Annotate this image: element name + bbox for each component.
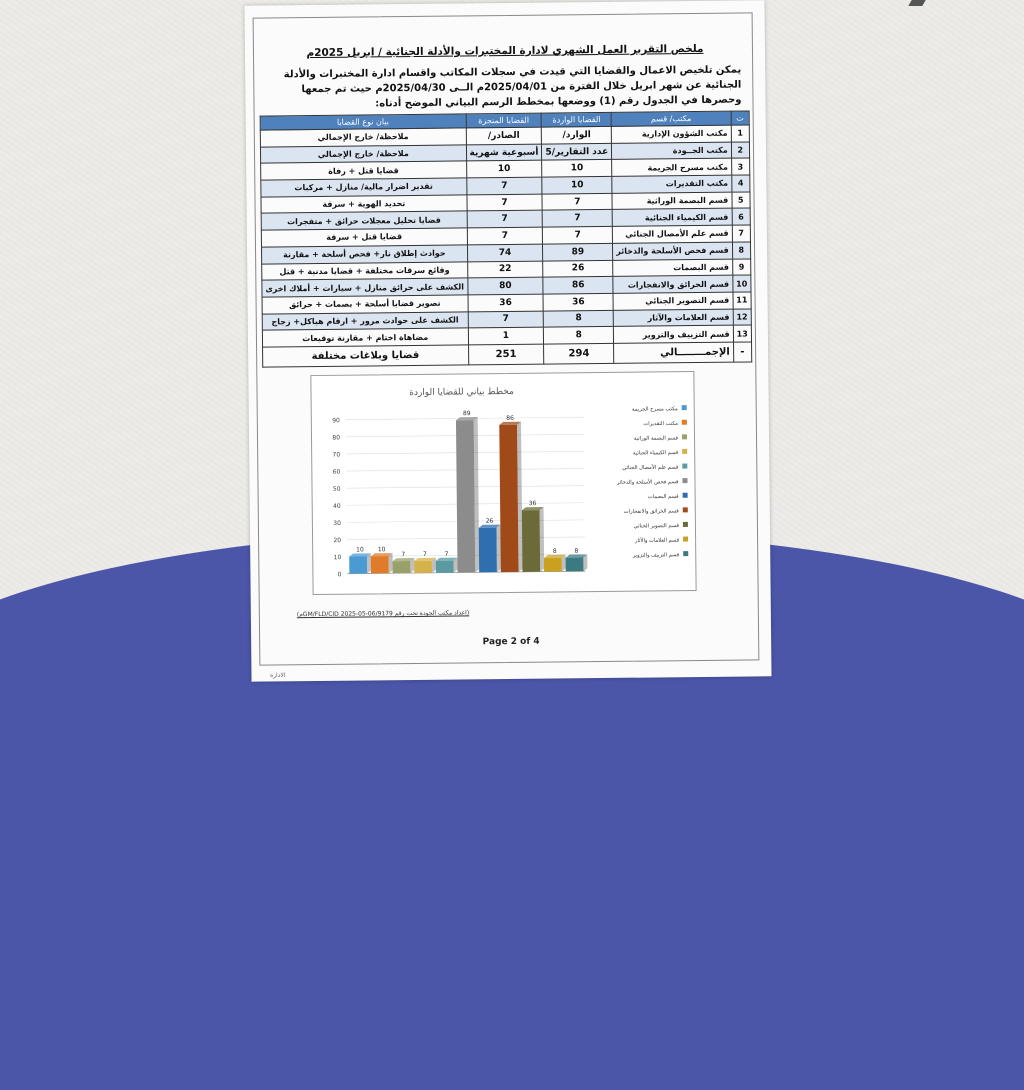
bar-value-label: 10 xyxy=(377,546,386,554)
legend-swatch xyxy=(683,493,688,498)
bar xyxy=(544,558,562,572)
row-completed: 10 xyxy=(466,161,542,178)
legend-label: قسم العلامات والآثار xyxy=(634,537,680,545)
bar-side xyxy=(389,553,393,573)
bar-value-label: 8 xyxy=(574,547,579,555)
row-index: 3 xyxy=(731,158,749,175)
row-description: تقدير اضرار مالية/ منازل + مركبات xyxy=(261,178,467,197)
legend-swatch xyxy=(682,434,687,439)
row-completed: أسبوعية شهرية xyxy=(466,144,542,161)
legend-label: قسم البصمة الوراثية xyxy=(633,435,679,442)
bar-value-label: 7 xyxy=(423,550,427,558)
bar-value-label: 89 xyxy=(462,410,471,418)
row-description: قضايا تحليل معجلات حرائق + متفجرات xyxy=(261,211,467,230)
row-incoming: 7 xyxy=(542,193,612,210)
row-office: مكتب الجــودة xyxy=(612,142,732,160)
total-label: الإجمــــــــالي xyxy=(614,342,734,363)
row-completed: 36 xyxy=(468,294,544,311)
row-completed: 22 xyxy=(467,261,543,278)
row-office: قسم الحرائق والانفجارات xyxy=(613,275,733,293)
header-description: بيان نوع القضايا xyxy=(260,114,466,130)
bar xyxy=(393,561,411,573)
row-incoming: 7 xyxy=(543,227,613,244)
row-index: 11 xyxy=(733,292,751,309)
row-index: 7 xyxy=(732,225,750,242)
y-tick-label: 90 xyxy=(332,417,340,425)
total-index: - xyxy=(733,342,751,362)
row-office: قسم العلامات والآثار xyxy=(613,309,733,327)
legend-swatch xyxy=(683,507,688,512)
row-description: قضايا قتل + سرقة xyxy=(261,228,467,247)
total-description: قضايا وبلاغات مختلفة xyxy=(263,345,469,367)
row-incoming: 10 xyxy=(542,176,612,193)
legend-swatch xyxy=(683,551,688,556)
bar-value-label: 26 xyxy=(485,517,494,525)
row-incoming: 89 xyxy=(543,243,613,260)
bar xyxy=(566,558,584,572)
row-completed: 7 xyxy=(467,227,543,244)
bar-side xyxy=(496,525,500,573)
row-completed: 7 xyxy=(467,211,543,228)
header-incoming: القضايا الواردة xyxy=(542,112,612,127)
bar-value-label: 7 xyxy=(444,550,449,558)
row-index: 13 xyxy=(733,325,751,342)
bar xyxy=(436,561,454,573)
row-office: قسم التزييف والتزوير xyxy=(614,325,734,343)
legend-swatch xyxy=(682,405,687,410)
row-index: 9 xyxy=(732,258,750,275)
legend-label: قسم فحص الأسلحة والذخائر xyxy=(616,479,679,486)
row-description: تحديد الهوية + سرقة xyxy=(261,195,467,214)
bar-value-label: 7 xyxy=(401,551,406,559)
bar-side xyxy=(540,507,545,572)
total-completed: 251 xyxy=(468,344,544,365)
row-index: 6 xyxy=(732,208,750,225)
row-description: ملاحظة/ خارج الإجمالي xyxy=(260,128,466,147)
legend-label: مكتب التقديرات xyxy=(643,420,678,428)
legend-swatch xyxy=(683,522,688,527)
incoming-cases-chart xyxy=(310,371,696,595)
row-index: 2 xyxy=(731,142,749,159)
y-tick-label: 70 xyxy=(332,451,341,459)
row-completed: 7 xyxy=(468,311,544,328)
row-incoming: الوارد/ xyxy=(542,126,612,143)
row-incoming: عدد التقارير/5 xyxy=(542,143,612,160)
row-description: الكشف على حرائق منازل + سيارات + أملاك اخرى xyxy=(262,278,468,297)
bar xyxy=(349,556,367,573)
y-tick-label: 0 xyxy=(337,571,342,579)
y-tick-label: 10 xyxy=(333,554,342,562)
row-office: قسم البصمات xyxy=(613,259,733,277)
bar-side xyxy=(367,553,371,573)
row-description: تصوير قضايا أسلحة + بصمات + حرائق xyxy=(262,295,468,314)
row-office: قسم علم الأمصال الجنائي xyxy=(613,225,733,243)
header-office: مكتب/ قسم xyxy=(611,111,731,126)
y-tick-label: 30 xyxy=(333,519,341,528)
row-office: قسم فحص الأسلحة والذخائر xyxy=(613,242,733,260)
bar xyxy=(414,561,432,573)
row-completed: 80 xyxy=(467,277,543,294)
row-completed: 74 xyxy=(467,244,543,261)
row-incoming: 26 xyxy=(543,260,613,277)
row-office: قسم البصمة الوراثية xyxy=(612,192,732,210)
row-description: مضاهاة اختام + مقارنة توقيعات xyxy=(262,328,468,347)
row-incoming: 7 xyxy=(543,210,613,227)
bar xyxy=(456,420,475,572)
header-completed: القضايا المنجزة xyxy=(466,113,542,128)
legend-label: قسم التزييف والتزوير xyxy=(632,552,680,559)
legend-swatch xyxy=(682,420,687,425)
row-completed: 1 xyxy=(468,327,544,344)
chart-canvas xyxy=(311,372,695,594)
cases-table xyxy=(260,110,752,367)
row-office: مكتب مسرح الجريمة xyxy=(612,159,732,177)
row-office: مكتب التقديرات xyxy=(612,175,732,193)
y-tick-label: 50 xyxy=(332,485,341,493)
row-index: 10 xyxy=(733,275,751,292)
y-tick-label: 40 xyxy=(333,502,341,510)
row-index: 4 xyxy=(731,175,749,192)
document-page xyxy=(244,0,771,681)
bar-value-label: 8 xyxy=(552,547,557,555)
row-incoming: 10 xyxy=(542,160,612,177)
row-description: الكشف على حوادث مرور + ارقام هياكل+ زجاج xyxy=(262,311,468,330)
footer-reference: (اعداد مكتب الجودة تحت رقم 9179/GM/FLD/CID 2025-05-06م) xyxy=(296,609,470,619)
header-index: ت xyxy=(731,111,749,125)
legend-label: قسم التصوير الجنائي xyxy=(633,523,679,530)
row-index: 5 xyxy=(732,192,750,209)
row-description: ملاحظة/ خارج الإجمالي xyxy=(260,145,466,164)
y-tick-label: 20 xyxy=(333,537,342,545)
row-incoming: 86 xyxy=(543,277,613,294)
document-title: ملخص التقرير العمل الشهري لادارة المختبرات والأدلة الجنائية / ابريل 2025م xyxy=(306,42,704,60)
intro-paragraph: يمكن تلخيص الاعمال والقضايا التي قيدت في سجلات المكاتب واقسام ادارة المختبرات والأدلة الجنائية عن شهر ابريل خلال الفترة من 2025/04/01م الــى 2025/04/30م حيث تم جمعها وحصرها في الجدول رقم (1) ووضعها بمخطط الرسم البياني الموضح أدناه: xyxy=(283,64,742,110)
legend-label: مكتب مسرح الجريمة xyxy=(632,406,678,413)
bar xyxy=(499,425,518,572)
row-index: 12 xyxy=(733,309,751,326)
bar-value-label: 36 xyxy=(528,500,537,508)
row-completed: 7 xyxy=(466,177,542,194)
row-completed: الصادر/ xyxy=(466,127,542,144)
legend-swatch xyxy=(682,449,687,454)
bar xyxy=(522,510,540,572)
legend-label: قسم الحرائق والانفجارات xyxy=(623,508,679,515)
bottom-mark: الاداره xyxy=(270,672,286,679)
legend-label: قسم البصمات xyxy=(647,493,679,501)
row-description: قضايا قتل + رفاة xyxy=(261,161,467,180)
row-incoming: 8 xyxy=(544,310,614,327)
legend-swatch xyxy=(683,537,688,542)
row-index: 8 xyxy=(732,242,750,259)
total-incoming: 294 xyxy=(544,343,614,364)
bar-value-label: 10 xyxy=(356,546,364,554)
row-office: مكتب الشؤون الإدارية xyxy=(611,125,731,143)
legend-label: قسم علم الأمصال الجنائي xyxy=(622,464,679,472)
legend-label: قسم الكيمياء الجنائية xyxy=(632,450,679,457)
y-tick-label: 60 xyxy=(332,468,341,476)
page-number: Page 2 of 4 xyxy=(482,636,540,648)
bar xyxy=(371,556,389,573)
bar-value-label: 86 xyxy=(506,414,514,422)
row-incoming: 36 xyxy=(543,293,613,310)
row-office: قسم الكيمياء الجنائية xyxy=(612,209,732,227)
legend-swatch xyxy=(682,464,687,469)
row-description: حوادث إطلاق نار+ فحص أسلحة + مقارنة xyxy=(262,245,468,264)
row-office: قسم التصوير الجنائي xyxy=(613,292,733,310)
row-incoming: 8 xyxy=(544,327,614,344)
bar xyxy=(479,528,497,573)
legend-swatch xyxy=(682,478,687,483)
row-description: وقائع سرقات مختلفة + قضايا مدنية + قتل xyxy=(262,261,468,280)
chart-title: مخطط بياني للقضايا الواردة xyxy=(409,386,514,399)
row-completed: 7 xyxy=(466,194,542,211)
row-index: 1 xyxy=(731,125,749,142)
y-tick-label: 80 xyxy=(332,434,341,442)
